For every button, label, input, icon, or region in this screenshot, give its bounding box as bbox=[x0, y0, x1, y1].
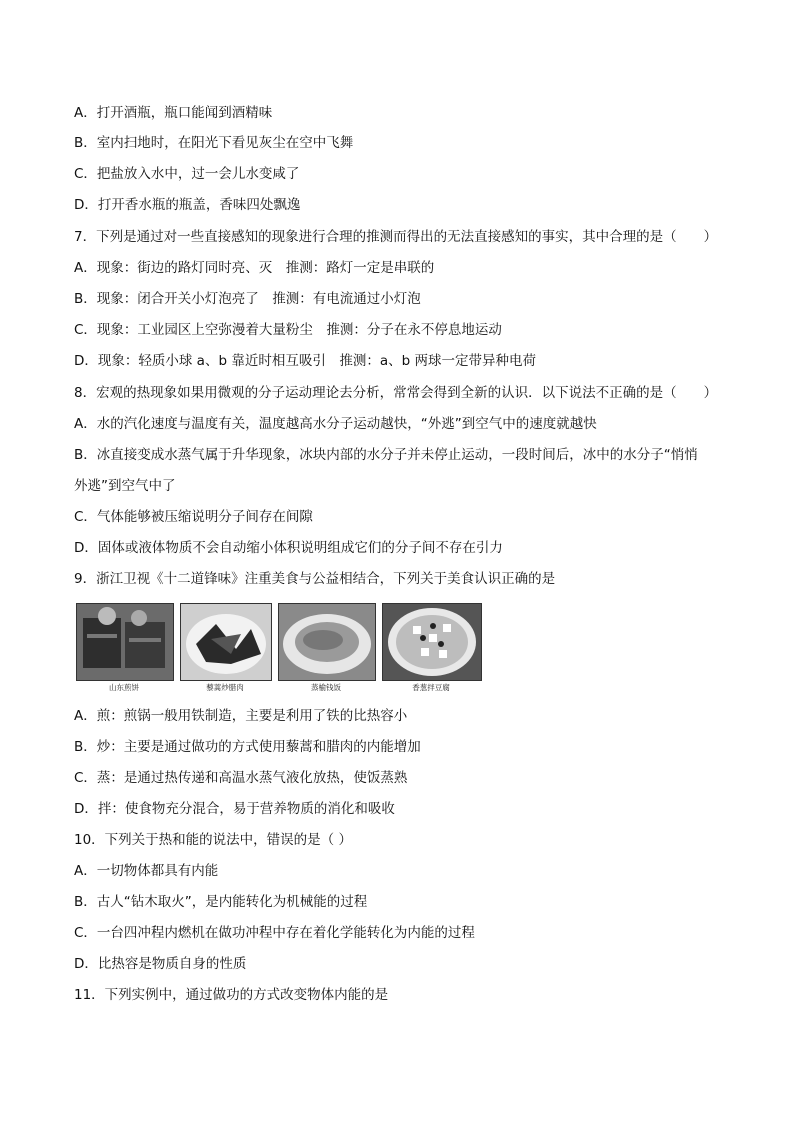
option-a: A．一切物体都具有内能 bbox=[74, 863, 219, 879]
food-photo-3 bbox=[278, 603, 376, 681]
option-b: B．古人“钻木取火”，是内能转化为机械能的过程 bbox=[74, 894, 368, 910]
option-b: B．现象：闭合开关小灯泡亮了 推测：有电流通过小灯泡 bbox=[74, 291, 421, 307]
question-9: 9．浙江卫视《十二道锋味》注重美食与公益相结合，下列关于美食认识正确的是 bbox=[74, 571, 556, 587]
question-7: 7．下列是通过对一些直接感知的现象进行合理的推测而得出的无法直接感知的事实，其中合理的是（ ） bbox=[74, 229, 718, 245]
option-c: C．现象：工业园区上空弥漫着大量粉尘 推测：分子在永不停息地运动 bbox=[74, 322, 502, 338]
food-images bbox=[76, 603, 480, 691]
option-d: D．打开香水瓶的瓶盖，香味四处飘逸 bbox=[74, 197, 301, 213]
option-c: C．蒸：是通过热传递和高温水蒸气液化放热，使饭蒸熟 bbox=[74, 770, 408, 786]
option-d: D．固体或液体物质不会自动缩小体积说明组成它们的分子间不存在引力 bbox=[74, 540, 503, 556]
option-a: A．现象：街边的路灯同时亮、灭 推测：路灯一定是串联的 bbox=[74, 260, 435, 276]
option-a: A．煎：煎锅一般用铁制造，主要是利用了铁的比热容小 bbox=[74, 708, 408, 724]
food-photo-1 bbox=[76, 603, 174, 681]
option-a: A．水的汽化速度与温度有关，温度越高水分子运动越快，“外逃”到空气中的速度就越快 bbox=[74, 416, 597, 432]
image-caption: 蒸榆钱饭 bbox=[311, 683, 341, 692]
option-d: D．现象：轻质小球 a、b 靠近时相互吸引 推测：a、b 两球一定带异种电荷 bbox=[74, 353, 536, 369]
option-c: C．把盐放入水中，过一会儿水变咸了 bbox=[74, 166, 300, 182]
option-d: D．比热容是物质自身的性质 bbox=[74, 956, 247, 972]
food-photo-2 bbox=[180, 603, 272, 681]
option-b: B．炒：主要是通过做功的方式使用藜蒿和腊肉的内能增加 bbox=[74, 739, 421, 755]
option-b: B．冰直接变成水蒸气属于升华现象，冰块内部的水分子并未停止运动，一段时间后，冰中的水分子“悄悄 bbox=[74, 447, 698, 463]
food-photo-4 bbox=[382, 603, 482, 681]
question-8: 8．宏观的热现象如果用微观的分子运动理论去分析，常常会得到全新的认识．以下说法不正确的是（ ） bbox=[74, 385, 718, 401]
image-caption: 山东煎饼 bbox=[109, 683, 139, 692]
option-c: C．一台四冲程内燃机在做功冲程中存在着化学能转化为内能的过程 bbox=[74, 925, 475, 941]
option-b-continued: 外逃”到空气中了 bbox=[74, 478, 176, 494]
option-b: B．室内扫地时，在阳光下看见灰尘在空中飞舞 bbox=[74, 135, 354, 151]
question-11: 11．下列实例中，通过做功的方式改变物体内能的是 bbox=[74, 987, 389, 1003]
image-caption: 香葱拌豆腐 bbox=[412, 683, 450, 692]
image-caption: 藜蒿炒腊肉 bbox=[206, 683, 244, 692]
question-10: 10．下列关于热和能的说法中，错误的是（ ） bbox=[74, 832, 352, 848]
option-a: A．打开酒瓶，瓶口能闻到酒精味 bbox=[74, 105, 273, 121]
option-c: C．气体能够被压缩说明分子间存在间隙 bbox=[74, 509, 313, 525]
option-d: D．拌：使食物充分混合，易于营养物质的消化和吸收 bbox=[74, 801, 395, 817]
